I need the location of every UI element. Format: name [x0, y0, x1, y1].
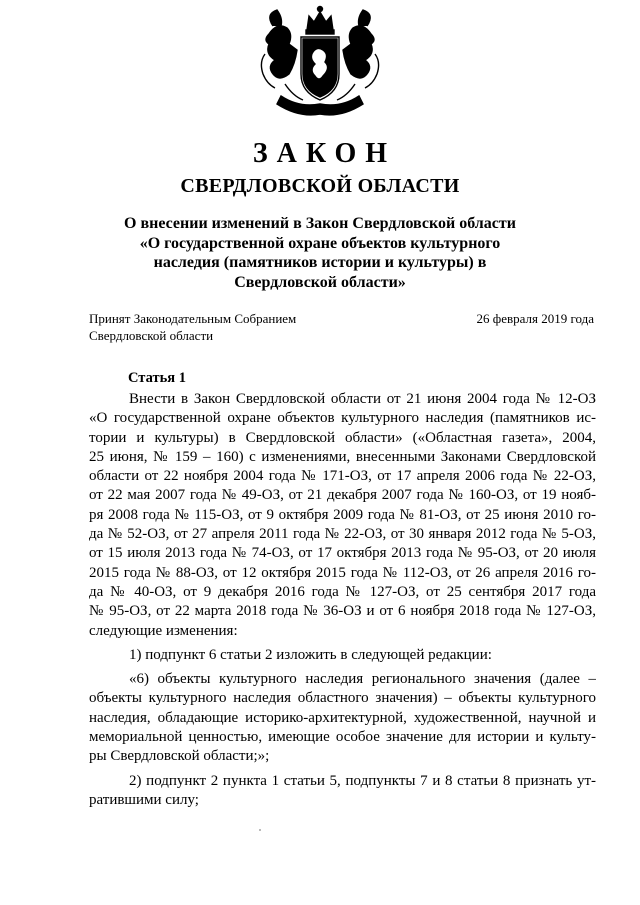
adopted-by-line: Принят Законодательным Собранием	[89, 311, 297, 326]
article-heading: Статья 1	[128, 370, 186, 386]
sverdlovsk-coat-of-arms-icon	[259, 4, 381, 122]
adopted-by	[89, 310, 296, 344]
scan-speck	[259, 829, 261, 831]
adopted-by-line: Свердловской области	[89, 328, 214, 343]
list-item: 1) подпункт 6 статьи 2 изложить в следующей редакции:	[129, 646, 492, 663]
text-line: ря 2008 года № 115-ОЗ, от 9 октября 2009 года № 81-ОЗ, от 25 июня 2010 го-	[89, 506, 596, 523]
subject-line: Свердловской области»	[234, 273, 406, 291]
text-line: объекты культурного наследия областного значения) – объекты культурного	[89, 690, 596, 707]
text-line: ратившими силу;	[89, 791, 199, 808]
text-line: Внести в Закон Свердловской области от 21 июня 2004 года № 12-ОЗ	[129, 391, 596, 407]
text-line: наследия, обладающие историко-архитектурной, художественной, научной и	[89, 709, 596, 726]
list-item: 2) подпункт 2 пункта 1 статьи 5, подпункты 7 и 8 статьи 8 признать ут-	[129, 772, 596, 789]
text-line: 2015 года № 88-ОЗ, от 12 октября 2015 года № 112-ОЗ, от 26 апреля 2016 го-	[89, 564, 596, 581]
text-line: «О государственной охране объектов культурного наследия (памятников ис-	[89, 410, 596, 427]
article-body	[89, 390, 596, 810]
subject-line: «О государственной охране объектов культурного	[139, 234, 501, 252]
document-title: ЗАКОН	[252, 138, 397, 169]
text-line: да № 52-ОЗ, от 27 апреля 2011 года № 22-ОЗ, от 30 января 2012 года № 5-ОЗ,	[89, 526, 596, 543]
document-region: СВЕРДЛОВСКОЙ ОБЛАСТИ	[180, 175, 460, 197]
text-line: ры Свердловской области;»;	[89, 748, 270, 765]
law-subject	[110, 214, 530, 292]
text-line: от 22 мая 2007 года № 49-ОЗ, от 21 декабря 2007 года № 160-ОЗ, от 19 нояб-	[89, 487, 596, 504]
text-line: 25 июня, № 159 – 160) с изменениями, внесенными Законами Свердловской	[89, 448, 596, 465]
subject-line: О внесении изменений в Закон Свердловской области	[124, 215, 516, 232]
text-line: да № 40-ОЗ, от 9 декабря 2016 года № 127-ОЗ, от 25 сентября 2017 года	[89, 583, 596, 600]
adoption-date: 26 февраля 2019 года	[476, 311, 594, 326]
text-line: «6) объекты культурного наследия регионального значения (далее –	[129, 671, 596, 688]
text-line: № 95-ОЗ, от 22 марта 2018 года № 36-ОЗ и от 6 ноября 2018 года № 127-ОЗ,	[89, 603, 596, 620]
text-line: тории и культуры) в Свердловской области» («Областная газета», 2004,	[89, 429, 596, 446]
text-line: области от 22 ноября 2004 года № 171-ОЗ, от 17 апреля 2006 года № 22-ОЗ,	[89, 468, 596, 485]
text-line: мемориальной ценностью, имеющие особое значение для истории и культу-	[89, 729, 596, 746]
text-line: от 15 июля 2013 года № 74-ОЗ, от 17 октября 2013 года № 95-ОЗ, от 20 июля	[89, 545, 596, 562]
text-line: следующие изменения:	[89, 622, 238, 639]
subject-line: наследия (памятников истории и культуры) в	[153, 254, 487, 271]
